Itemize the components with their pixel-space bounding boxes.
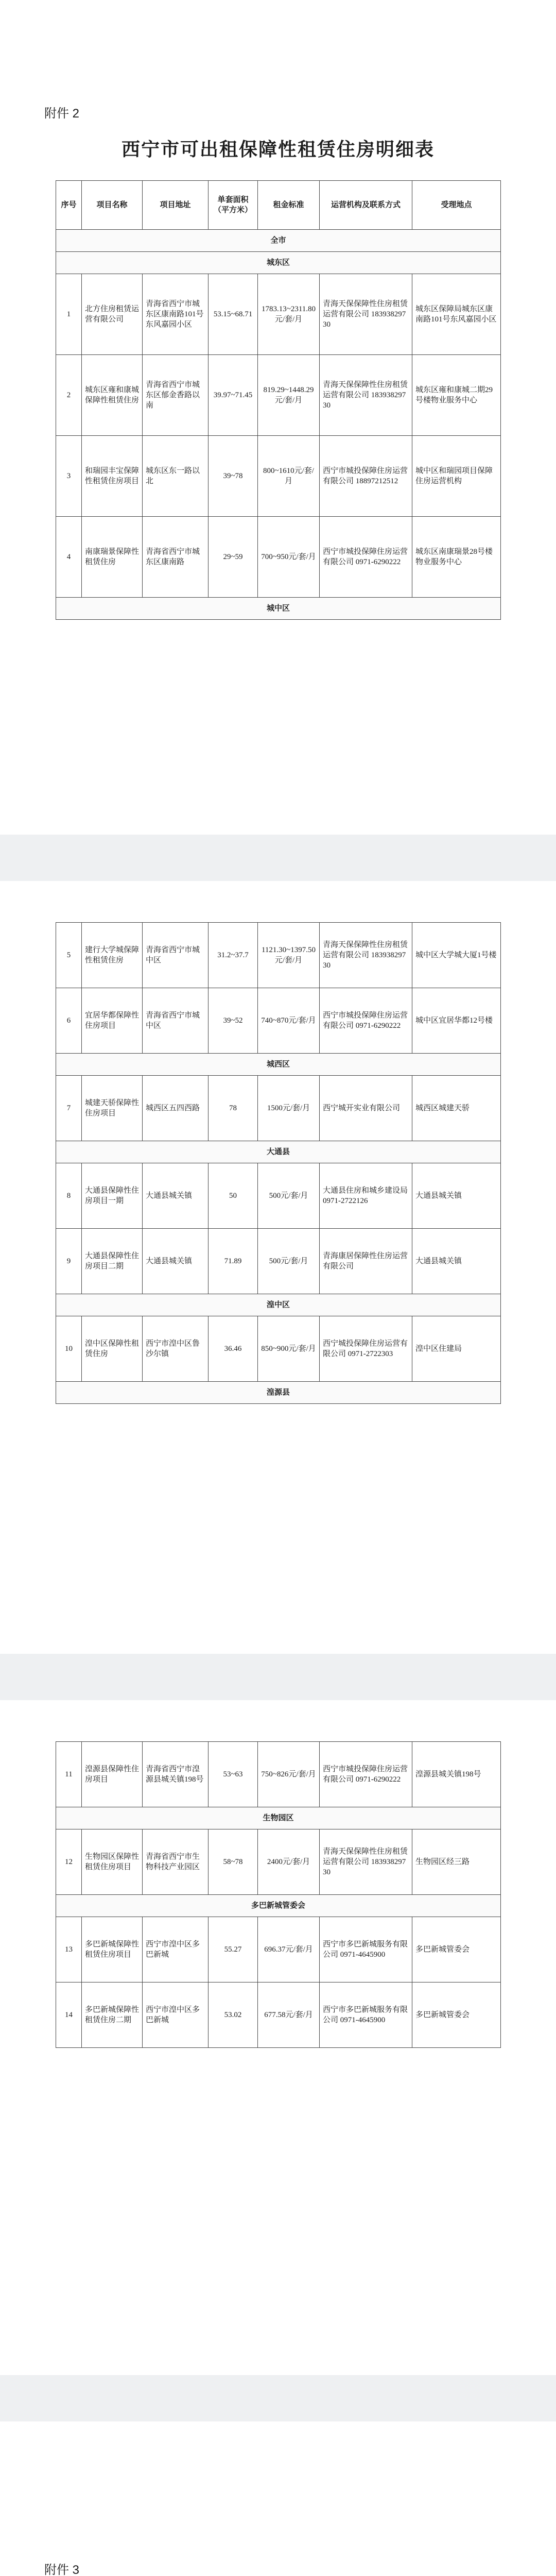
cell-no: 3 bbox=[56, 436, 82, 517]
group-name: 城东区 bbox=[56, 252, 501, 274]
cell-contact: 青海天保保障性住房租赁运营有限公司 18393829730 bbox=[320, 1829, 412, 1895]
cell-no: 2 bbox=[56, 355, 82, 436]
cell-place: 多巴新城管委会 bbox=[412, 1917, 501, 1982]
cell-place: 大通县城关镇 bbox=[412, 1229, 501, 1294]
cell-rent: 750~826元/套/月 bbox=[258, 1742, 320, 1807]
cell-name: 大通县保障性住房项目一期 bbox=[82, 1163, 143, 1229]
cell-contact: 西宁市城投保障住房运营有限公司 0971-6290222 bbox=[320, 517, 412, 598]
group-row bbox=[56, 1294, 501, 1316]
table-row bbox=[56, 988, 501, 1054]
cell-no: 5 bbox=[56, 923, 82, 988]
cell-addr: 青海省西宁市城东区郁金香路以南 bbox=[143, 355, 208, 436]
cell-place: 城东区雍和康城二期29号楼物业服务中心 bbox=[412, 355, 501, 436]
table-row bbox=[56, 1917, 501, 1982]
cell-addr: 西宁市湟中区多巴新城 bbox=[143, 1982, 208, 2048]
annex3-page bbox=[0, 2421, 556, 2576]
column-header: 序号 bbox=[56, 181, 82, 230]
group-row bbox=[56, 1895, 501, 1917]
cell-no: 13 bbox=[56, 1917, 82, 1982]
cell-contact: 青海天保保障性住房租赁运营有限公司 18393829730 bbox=[320, 923, 412, 988]
cell-contact: 青海天保保障性住房租赁运营有限公司 18393829730 bbox=[320, 274, 412, 355]
annex3-label: 附件 3 bbox=[44, 2563, 80, 2576]
table-row bbox=[56, 1829, 501, 1895]
group-row bbox=[56, 252, 501, 274]
cell-addr: 西宁市湟中区多巴新城 bbox=[143, 1917, 208, 1982]
cell-area: 39.97~71.45 bbox=[208, 355, 258, 436]
table-row bbox=[56, 1229, 501, 1294]
cell-area: 71.89 bbox=[208, 1229, 258, 1294]
cell-contact: 青海天保保障性住房租赁运营有限公司 18393829730 bbox=[320, 355, 412, 436]
cell-name: 城建天骄保障性住房项目 bbox=[82, 1076, 143, 1141]
cell-rent: 500元/套/月 bbox=[258, 1163, 320, 1229]
cell-area: 58~78 bbox=[208, 1829, 258, 1895]
cell-addr: 西宁市湟中区鲁沙尔镇 bbox=[143, 1316, 208, 1382]
cell-name: 大通县保障性住房项目二期 bbox=[82, 1229, 143, 1294]
column-header: 单套面积（平方米） bbox=[208, 181, 258, 230]
cell-area: 31.2~37.7 bbox=[208, 923, 258, 988]
table-row bbox=[56, 1982, 501, 2048]
table-row bbox=[56, 1742, 501, 1807]
cell-rent: 850~900元/套/月 bbox=[258, 1316, 320, 1382]
rental-housing-table-page-1 bbox=[56, 180, 501, 620]
cell-no: 11 bbox=[56, 1742, 82, 1807]
cell-name: 南康瑞景保障性租赁住房 bbox=[82, 517, 143, 598]
cell-name: 湟源县保障性住房项目 bbox=[82, 1742, 143, 1807]
group-row bbox=[56, 598, 501, 620]
group-name: 大通县 bbox=[56, 1141, 501, 1163]
cell-place: 城西区城建天骄 bbox=[412, 1076, 501, 1141]
cell-area: 39~52 bbox=[208, 988, 258, 1054]
annex2-title: 西宁市可出租保障性租赁住房明细表 bbox=[121, 139, 435, 160]
cell-place: 城中区大学城大厦1号楼 bbox=[412, 923, 501, 988]
cell-area: 53.15~68.71 bbox=[208, 274, 258, 355]
table-row bbox=[56, 436, 501, 517]
group-row bbox=[56, 1807, 501, 1829]
group-row bbox=[56, 1382, 501, 1404]
cell-rent: 696.37元/套/月 bbox=[258, 1917, 320, 1982]
cell-addr: 大通县城关镇 bbox=[143, 1163, 208, 1229]
table-row bbox=[56, 274, 501, 355]
cell-area: 53.02 bbox=[208, 1982, 258, 2048]
group-name: 全市 bbox=[56, 230, 501, 252]
cell-area: 50 bbox=[208, 1163, 258, 1229]
cell-rent: 700~950元/套/月 bbox=[258, 517, 320, 598]
column-header: 租金标准 bbox=[258, 181, 320, 230]
cell-contact: 西宁市城投保障住房运营有限公司 18897212512 bbox=[320, 436, 412, 517]
cell-addr: 大通县城关镇 bbox=[143, 1229, 208, 1294]
cell-rent: 1783.13~2311.80元/套/月 bbox=[258, 274, 320, 355]
cell-addr: 城东区东一路以北 bbox=[143, 436, 208, 517]
column-header: 项目地址 bbox=[143, 181, 208, 230]
column-header: 运营机构及联系方式 bbox=[320, 181, 412, 230]
table-row bbox=[56, 355, 501, 436]
cell-rent: 2400元/套/月 bbox=[258, 1829, 320, 1895]
cell-name: 建行大学城保障性租赁住房 bbox=[82, 923, 143, 988]
cell-name: 湟中区保障性租赁住房 bbox=[82, 1316, 143, 1382]
cell-name: 生物园区保障性租赁住房项目 bbox=[82, 1829, 143, 1895]
cell-no: 7 bbox=[56, 1076, 82, 1141]
cell-name: 城东区雍和康城保障性租赁住房 bbox=[82, 355, 143, 436]
table-row bbox=[56, 923, 501, 988]
page-gap bbox=[0, 835, 556, 881]
cell-no: 14 bbox=[56, 1982, 82, 2048]
cell-area: 36.46 bbox=[208, 1316, 258, 1382]
annex2-page-1 bbox=[0, 0, 556, 835]
cell-name: 多巴新城保障性租赁住房项目 bbox=[82, 1917, 143, 1982]
cell-no: 6 bbox=[56, 988, 82, 1054]
group-name: 湟源县 bbox=[56, 1382, 501, 1404]
rental-housing-table-page-2 bbox=[56, 922, 501, 1404]
cell-area: 53~63 bbox=[208, 1742, 258, 1807]
cell-rent: 1500元/套/月 bbox=[258, 1076, 320, 1141]
cell-area: 39~78 bbox=[208, 436, 258, 517]
cell-area: 78 bbox=[208, 1076, 258, 1141]
group-name: 城西区 bbox=[56, 1054, 501, 1076]
cell-place: 多巴新城管委会 bbox=[412, 1982, 501, 2048]
cell-contact: 西宁市城投保障住房运营有限公司 0971-6290222 bbox=[320, 988, 412, 1054]
cell-rent: 819.29~1448.29元/套/月 bbox=[258, 355, 320, 436]
cell-contact: 青海康居保障性住房运营有限公司 bbox=[320, 1229, 412, 1294]
annex2-page-3 bbox=[0, 1700, 556, 2375]
cell-contact: 西宁市多巴新城服务有限公司 0971-4645900 bbox=[320, 1982, 412, 2048]
cell-rent: 800~1610元/套/月 bbox=[258, 436, 320, 517]
cell-no: 10 bbox=[56, 1316, 82, 1382]
group-name: 城中区 bbox=[56, 598, 501, 620]
cell-area: 55.27 bbox=[208, 1917, 258, 1982]
cell-place: 城中区和瑞园项目保障住房运营机构 bbox=[412, 436, 501, 517]
cell-no: 4 bbox=[56, 517, 82, 598]
cell-rent: 677.58元/套/月 bbox=[258, 1982, 320, 2048]
cell-contact: 西宁市多巴新城服务有限公司 0971-4645900 bbox=[320, 1917, 412, 1982]
table-row bbox=[56, 1316, 501, 1382]
cell-place: 大通县城关镇 bbox=[412, 1163, 501, 1229]
rental-housing-table-page-3 bbox=[56, 1741, 501, 2048]
cell-addr: 青海省西宁市城东区康南路101号东风嘉园小区 bbox=[143, 274, 208, 355]
cell-name: 多巴新城保障性租赁住房二期 bbox=[82, 1982, 143, 2048]
group-name: 湟中区 bbox=[56, 1294, 501, 1316]
cell-place: 城东区南康瑞景28号楼物业服务中心 bbox=[412, 517, 501, 598]
page-gap bbox=[0, 2375, 556, 2421]
cell-contact: 西宁城开实业有限公司 bbox=[320, 1076, 412, 1141]
cell-addr: 青海省西宁市城中区 bbox=[143, 988, 208, 1054]
cell-addr: 青海省西宁市城东区康南路 bbox=[143, 517, 208, 598]
annex2-label: 附件 2 bbox=[44, 107, 80, 121]
cell-contact: 西宁城投保障住房运营有限公司 0971-2722303 bbox=[320, 1316, 412, 1382]
group-row bbox=[56, 230, 501, 252]
annex2-page-2 bbox=[0, 881, 556, 1654]
cell-area: 29~59 bbox=[208, 517, 258, 598]
cell-place: 生物园区经三路 bbox=[412, 1829, 501, 1895]
cell-no: 1 bbox=[56, 274, 82, 355]
table-row bbox=[56, 517, 501, 598]
cell-name: 和瑞园丰宝保障性租赁住房项目 bbox=[82, 436, 143, 517]
cell-rent: 500元/套/月 bbox=[258, 1229, 320, 1294]
cell-contact: 大通县住房和城乡建设局 0971-2722126 bbox=[320, 1163, 412, 1229]
cell-place: 城东区保障局城东区康南路101号东风嘉园小区 bbox=[412, 274, 501, 355]
cell-name: 北方住房租赁运营有限公司 bbox=[82, 274, 143, 355]
cell-no: 12 bbox=[56, 1829, 82, 1895]
table-row bbox=[56, 1163, 501, 1229]
cell-addr: 青海省西宁市湟源县城关镇198号 bbox=[143, 1742, 208, 1807]
table-row bbox=[56, 1076, 501, 1141]
cell-name: 宜居华都保障性住房项目 bbox=[82, 988, 143, 1054]
cell-addr: 青海省西宁市城中区 bbox=[143, 923, 208, 988]
cell-no: 8 bbox=[56, 1163, 82, 1229]
column-header: 项目名称 bbox=[82, 181, 143, 230]
cell-place: 湟源县城关镇198号 bbox=[412, 1742, 501, 1807]
cell-no: 9 bbox=[56, 1229, 82, 1294]
page-gap bbox=[0, 1654, 556, 1700]
cell-contact: 西宁市城投保障住房运营有限公司 0971-6290222 bbox=[320, 1742, 412, 1807]
table-header-row bbox=[56, 181, 501, 230]
cell-rent: 1121.30~1397.50元/套/月 bbox=[258, 923, 320, 988]
cell-place: 湟中区住建局 bbox=[412, 1316, 501, 1382]
group-row bbox=[56, 1054, 501, 1076]
group-name: 多巴新城管委会 bbox=[56, 1895, 501, 1917]
column-header: 受理地点 bbox=[412, 181, 501, 230]
cell-place: 城中区宜居华都12号楼 bbox=[412, 988, 501, 1054]
group-name: 生物园区 bbox=[56, 1807, 501, 1829]
cell-rent: 740~870元/套/月 bbox=[258, 988, 320, 1054]
cell-addr: 城西区五四西路 bbox=[143, 1076, 208, 1141]
cell-addr: 青海省西宁市生物科技产业园区 bbox=[143, 1829, 208, 1895]
group-row bbox=[56, 1141, 501, 1163]
